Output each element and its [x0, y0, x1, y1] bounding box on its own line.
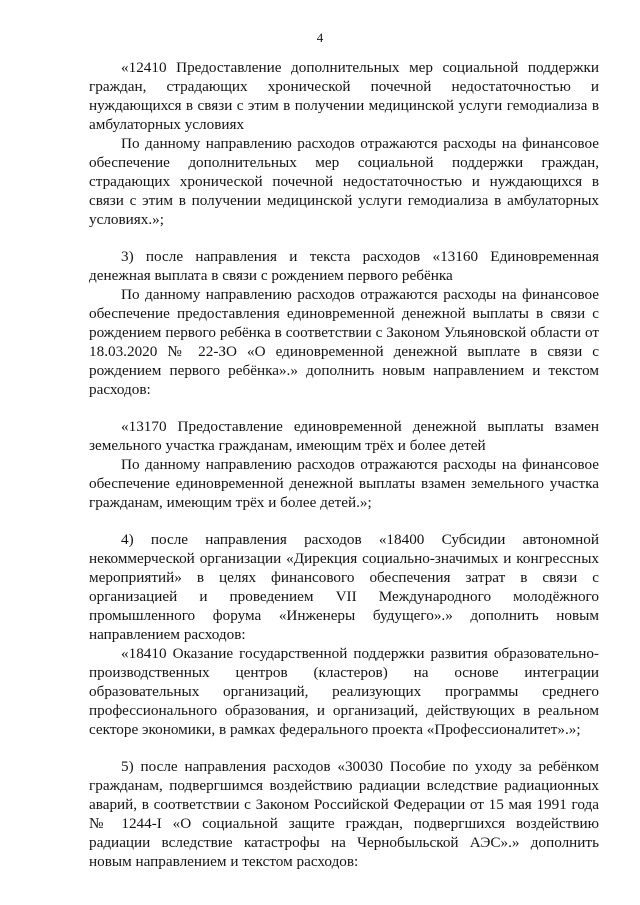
paragraph-13170-heading: «13170 Предоставление единовременной денежной выплаты взамен земельного участка гражданам, имеющим трёх и более детей	[89, 418, 599, 454]
paragraph-13170-description: По данному направлению расходов отражаются расходы на финансовое обеспечение единовременной денежной выплаты взамен земельного участка гражданам, имеющим трёх и более детей.»;	[89, 456, 599, 511]
paragraph-18410-heading: «18410 Оказание государственной поддержки развития образовательно-производственных центров (кластеров) на основе интеграции образовательных организаций, реализующих программы среднего профессионального образования, и организаций, действующих в реальном секторе экономики, в рамках федерального проекта «Профессионалитет».»;	[89, 645, 599, 738]
paragraph-item-4: 4) после направления расходов «18400 Субсидии автономной некоммерческой организации «Дирекция социально-значимых и конгрессных мероприятий» в целях финансового обеспечения затрат в связи с организацией и проведением VII Международного молодёжного промышленного форума «Инженеры будущего».» дополнить новым направлением расходов:	[89, 531, 599, 643]
document-body	[89, 58, 599, 871]
paragraph-13160-description: По данному направлению расходов отражаются расходы на финансовое обеспечение предоставления единовременной денежной выплаты в связи с рождением первого ребёнка в соответствии с Законом Ульяновской области от 18.03.2020 № 22-ЗО «О единовременной денежной выплате в связи с рождением первого ребёнка».» дополнить новым направлением и текстом расходов:	[89, 286, 599, 398]
page-number: 4	[316, 30, 324, 45]
paragraph-12410-heading: «12410 Предоставление дополнительных мер социальной поддержки граждан, страдающих хронической почечной недостаточностью и нуждающихся в связи с этим в получении медицинской услуги гемодиализа в амбулаторных условиях	[89, 59, 599, 133]
paragraph-12410-description: По данному направлению расходов отражаются расходы на финансовое обеспечение дополнительных мер социальной поддержки граждан, страдающих хронической почечной недостаточностью и нуждающихся в связи с этим в получении медицинской услуги гемодиализа в амбулаторных условиях.»;	[89, 135, 599, 228]
paragraph-item-3: 3) после направления и текста расходов «13160 Единовременная денежная выплата в связи с рождением первого ребёнка	[89, 248, 599, 284]
paragraph-item-5: 5) после направления расходов «30030 Пособие по уходу за ребёнком гражданам, подвергшимся воздействию радиации вследствие радиационных аварий, в соответствии с Законом Российской Федерации от 15 мая 1991 года № 1244-I «О социальной защите граждан, подвергшихся воздействию радиации вследствие катастрофы на Чернобыльской АЭС».» дополнить новым направлением и текстом расходов:	[89, 758, 599, 870]
